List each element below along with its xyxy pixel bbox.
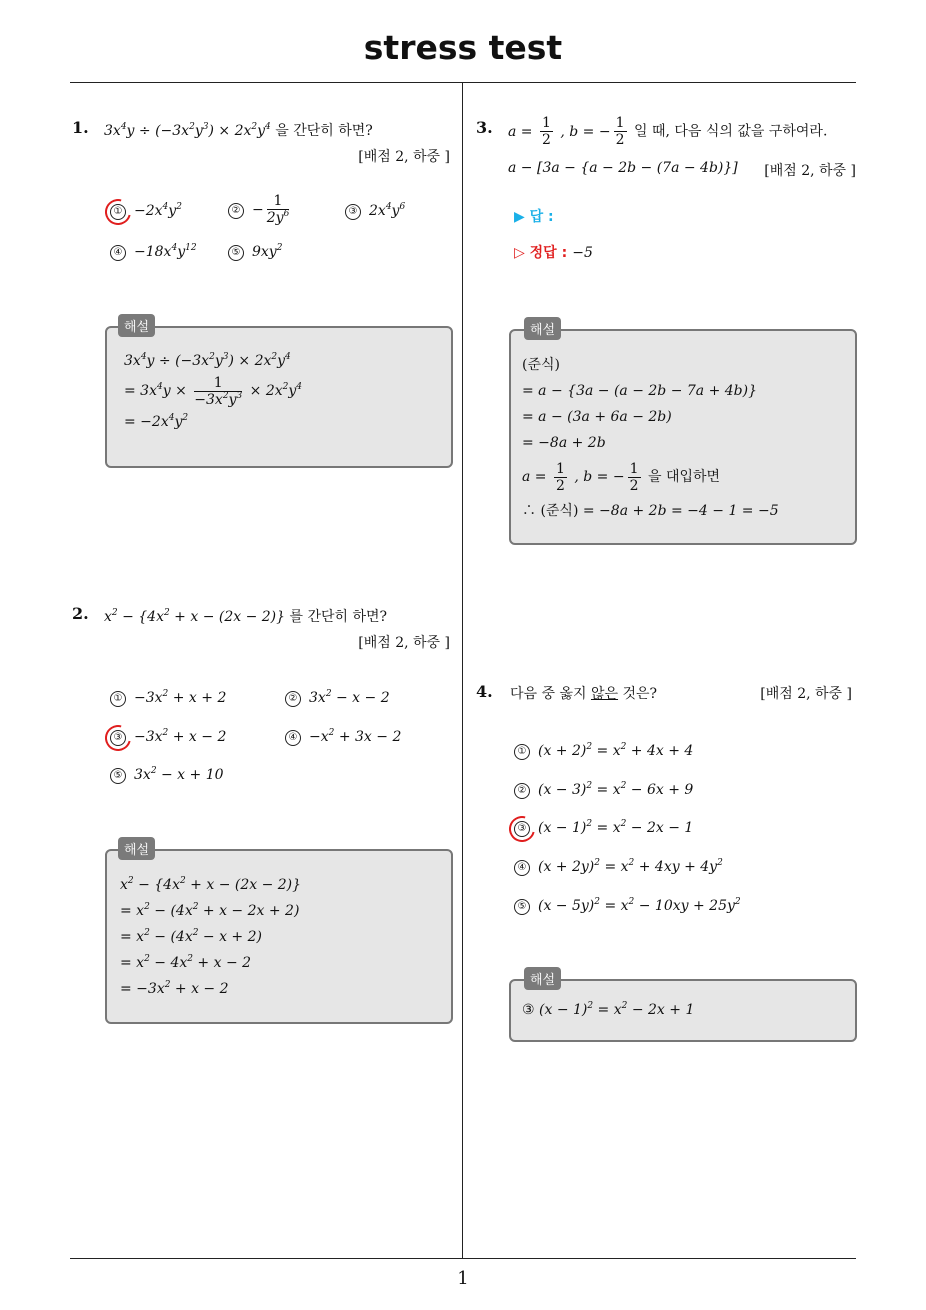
choice-number: ① — [514, 744, 530, 760]
q4-text-pre: 다음 중 옳지 — [510, 686, 591, 702]
q4-score: [배점 2, 하중 ] — [760, 686, 852, 702]
choice-number: ⑤ — [110, 768, 126, 784]
q2-score: [배점 2, 하중 ] — [358, 635, 450, 651]
q3-text — [508, 115, 827, 148]
q4-choice-5[interactable]: ⑤ $(x - 5y)^2 = x^2 - 10xy + 25y^2$ — [514, 898, 741, 915]
choice-number: ① — [110, 691, 126, 707]
q1-expression: $3x^4y \div (-3x^2y^3) \times 2x^2y^4$ — [104, 122, 271, 139]
q4-solution-number: ③ — [522, 1002, 535, 1018]
choice-number: ⑤ — [228, 245, 244, 261]
choice-number: ③ — [345, 204, 361, 220]
q3-substitute-text: 을 대입하면 — [647, 469, 721, 485]
q4-choice-3[interactable]: ③ $(x - 1)^2 = x^2 - 2x - 1$ — [514, 820, 693, 837]
q4-choice-4[interactable]: ④ $(x + 2y)^2 = x^2 + 4xy + 4y^2$ — [514, 859, 723, 876]
q3-expression: a − [3a − {a − 2b − (7a − 4b)}] — [508, 160, 738, 176]
q1-text-tail: 을 간단히 하면? — [275, 123, 373, 139]
q1-choice-4[interactable]: ④ $-18x^4y^{12}$ — [110, 244, 197, 261]
q3-therefore-prefix: ∴ (준식) — [522, 503, 579, 519]
q3-answer-label: ▶ 답 : — [514, 209, 554, 225]
q4-choice-1[interactable]: ① $(x + 2)^2 = x^2 + 4x + 4$ — [514, 743, 693, 760]
q4-text — [510, 683, 657, 703]
q4-text-underlined: 않은 — [590, 686, 619, 702]
q2-solution-tag: 해설 — [118, 837, 155, 860]
choice-number: ④ — [514, 860, 530, 876]
choice-number: ④ — [285, 730, 301, 746]
page-title: stress test — [363, 28, 563, 67]
q2-choice-5[interactable]: ⑤ $3x^2 - x + 10$ — [110, 767, 224, 784]
choice-number: ③ — [110, 730, 126, 746]
q3-score: [배점 2, 하중 ] — [764, 163, 856, 179]
choice-number: ④ — [110, 245, 126, 261]
choice-number: ② — [285, 691, 301, 707]
q1-text — [104, 120, 373, 140]
q2-choice-4[interactable]: ④ $-x^2 + 3x - 2$ — [285, 729, 401, 746]
choice-number: ③ — [514, 821, 530, 837]
q3-correct-label: ▷ 정답 : — [514, 245, 568, 261]
q2-choice-2[interactable]: ② $3x^2 - x - 2$ — [285, 690, 390, 707]
q2-text — [104, 606, 387, 626]
q3-number: 3. — [476, 118, 493, 137]
q1-choice-1[interactable]: ① $-2x^4y^2$ — [110, 203, 182, 220]
q4-text-post: 것은? — [618, 686, 658, 702]
q3-correct-value: −5 — [572, 245, 593, 261]
choice-number: ② — [514, 783, 530, 799]
q2-choice-3[interactable]: ③ $-3x^2 + x - 2$ — [110, 729, 226, 746]
choice-number: ⑤ — [514, 899, 530, 915]
column-divider — [462, 83, 463, 1259]
q4-choice-2[interactable]: ② $(x - 3)^2 = x^2 - 6x + 9$ — [514, 782, 693, 799]
q3-solution-tag: 해설 — [524, 317, 561, 340]
q1-choice-2[interactable]: ② − $\frac{1}{2y^6}$ — [228, 193, 292, 226]
q3-text-tail: 일 때, 다음 식의 값을 구하여라. — [633, 123, 828, 140]
page-number: 1 — [457, 1268, 469, 1289]
q4-solution-tag: 해설 — [524, 967, 561, 990]
q2-number: 2. — [72, 604, 89, 623]
q1-solution-tag: 해설 — [118, 314, 155, 337]
q1-solution-content: $3x^4y \div (-3x^2y^3) \times 2x^2y^4$ = $3x^4y$ × $\frac{1}{-3x^2y^3}$ × $2x^2y^4$ = $-2x^4y^2$ — [124, 352, 303, 430]
q2-text-tail: 를 간단히 하면? — [289, 609, 388, 625]
q1-choice-5[interactable]: ⑤ $9xy^2$ — [228, 244, 282, 261]
q3-solution-content: (준식) = a − {3a − (a − 2b − 7a + 4b)} = a − (3a + 6a − 2b) = −8a + 2b a = $\frac{1}{2}$ , b = − $\frac{1}{2}$ 을 대입하면 ∴ (준식) = −8a + 2b = −4 − 1 = −5 — [522, 352, 779, 524]
q4-solution-content: ③ $(x - 1)^2 = x^2 - 2x + 1$ — [522, 1001, 695, 1018]
q1-number: 1. — [72, 118, 89, 137]
q4-number: 4. — [476, 682, 493, 701]
choice-number: ① — [110, 204, 126, 220]
q3-correct-answer — [514, 242, 593, 262]
bottom-rule — [70, 1258, 856, 1259]
q2-solution-content: $x^2 - \{4x^2 + x - (2x - 2)\}$ = $x^2 - (4x^2 + x - 2x + 2)$ = $x^2 - (4x^2 - x + 2)$ = $x^2 - 4x^2 + x - 2$ = $-3x^2 + x - 2$ — [120, 876, 302, 997]
q1-score: [배점 2, 하중 ] — [358, 149, 450, 165]
top-rule — [70, 82, 856, 83]
q2-expression: $x^2 - \{4x^2 + x - (2x - 2)\}$ — [104, 608, 286, 625]
q2-choice-1[interactable]: ① $-3x^2 + x + 2$ — [110, 690, 226, 707]
q3-condition: a = $\frac{1}{2}$ , b = − $\frac{1}{2}$ — [508, 115, 625, 148]
q3-solution-line-1: (준식) — [522, 357, 560, 373]
choice-number: ② — [228, 203, 244, 219]
q1-choice-3[interactable]: ③ $2x^4y^6$ — [345, 203, 405, 220]
